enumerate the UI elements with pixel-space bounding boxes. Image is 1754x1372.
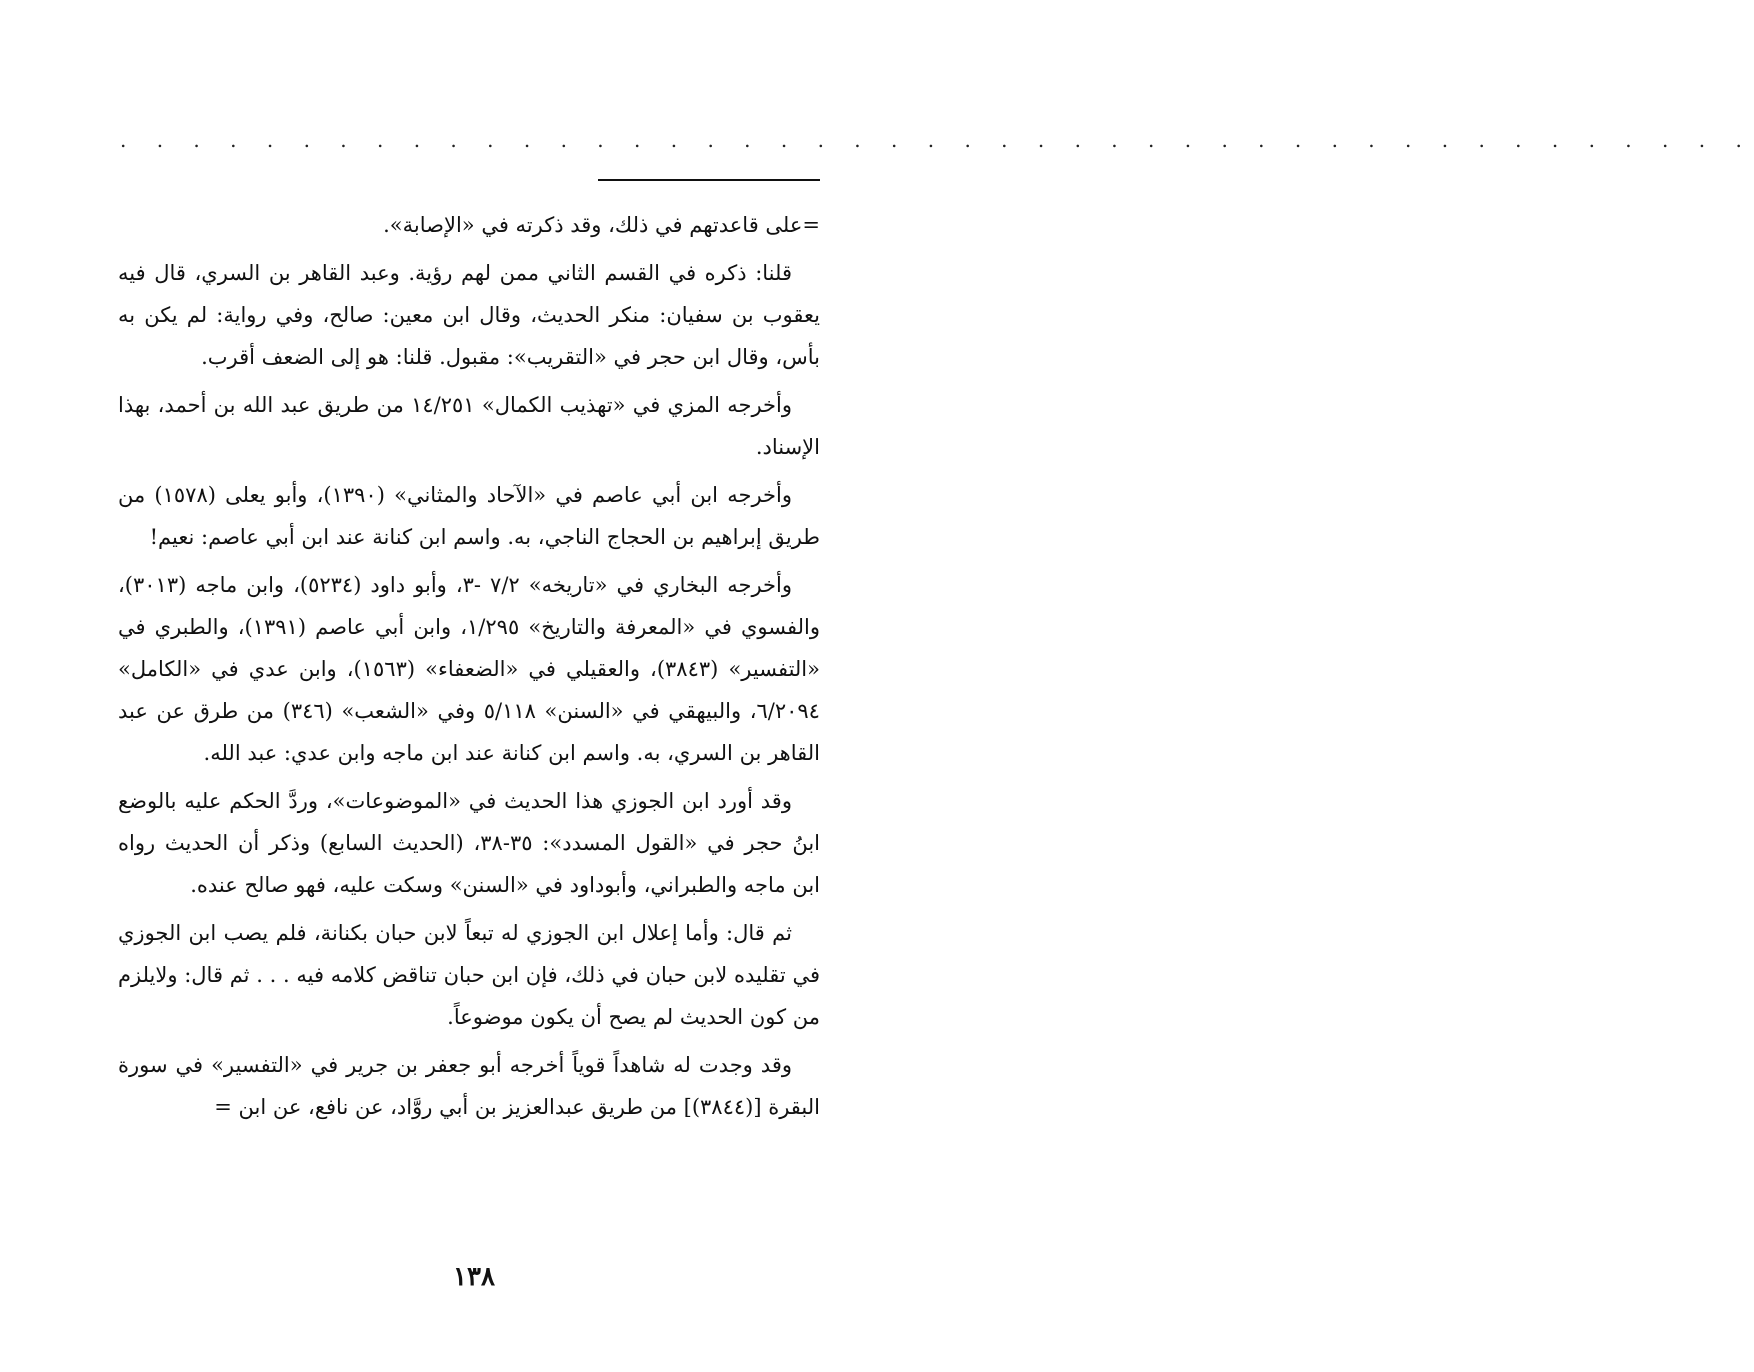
footnote-block	[118, 204, 820, 1134]
footnote-rule	[598, 179, 820, 181]
footnote-paragraph: وقد أورد ابن الجوزي هذا الحديث في «الموضوعات»، وردَّ الحكم عليه بالوضع ابنُ حجر في «القول المسدد»: ٣٥-٣٨، (الحديث السابع) وذكر أن الحديث رواه ابن ماجه والطبراني، وأبوداود في «السنن» وسكت عليه، فهو صالح عنده.	[118, 789, 820, 897]
footnote-paragraph: =على قاعدتهم في ذلك، وقد ذكرته في «الإصابة».	[383, 213, 820, 237]
footnote-paragraph: ثم قال: وأما إعلال ابن الجوزي له تبعاً لابن حبان بكنانة، فلم يصب ابن الجوزي في تقليده لابن حبان في ذلك، فإن ابن حبان تناقض كلامه فيه . . . ثم قال: ولايلزم من كون الحديث لم يصح أن يكون موضوعاً.	[118, 921, 820, 1029]
footnote-paragraph: وأخرجه البخاري في «تاريخه» ٧/٢ -٣، وأبو داود (٥٢٣٤)، وابن ماجه (٣٠١٣)، والفسوي في «المعرفة والتاريخ» ١/٢٩٥، وابن أبي عاصم (١٣٩١)، والطبري في «التفسير» (٣٨٤٣)، والعقيلي في «الضعفاء» (١٥٦٣)، وابن عدي في «الكامل» ٦/٢٠٩٤، والبيهقي في «السنن» ٥/١١٨ وفي «الشعب» (٣٤٦) من طرق عن عبد القاهر بن السري، به. واسم ابن كنانة عند ابن ماجه وابن عدي: عبد الله.	[118, 573, 821, 765]
page-number: ١٣٨	[453, 1262, 495, 1292]
footnote-paragraph: وأخرجه المزي في «تهذيب الكمال» ١٤/٢٥١ من طريق عبد الله بن أحمد، بهذا الإسناد.	[118, 393, 820, 459]
footnote-paragraph: وأخرجه ابن أبي عاصم في «الآحاد والمثاني» (١٣٩٠)، وأبو يعلى (١٥٧٨) من طريق إبراهيم بن الحجاج الناجي، به. واسم ابن كنانة عند ابن أبي عاصم: نعيم!	[118, 483, 820, 549]
footnote-paragraph: وقد وجدت له شاهداً قوياً أخرجه أبو جعفر بن جرير في «التفسير» في سورة البقرة [(٣٨٤٤)] من طريق عبدالعزيز بن أبي روَّاد، عن نافع، عن ابن =	[118, 1053, 820, 1119]
footnote-paragraph: قلنا: ذكره في القسم الثاني ممن لهم رؤية. وعبد القاهر بن السري، قال فيه يعقوب بن سفيان: منكر الحديث، وقال ابن معين: صالح، وفي رواية: لم يكن به بأس، وقال ابن حجر في «التقريب»: مقبول. قلنا: هو إلى الضعف أقرب.	[118, 261, 820, 369]
separator-dots: . . . . . . . . . . . . . . . . . . . . . . . . . . . . . . . . . . . . . . . . . . . . .	[120, 128, 1754, 152]
